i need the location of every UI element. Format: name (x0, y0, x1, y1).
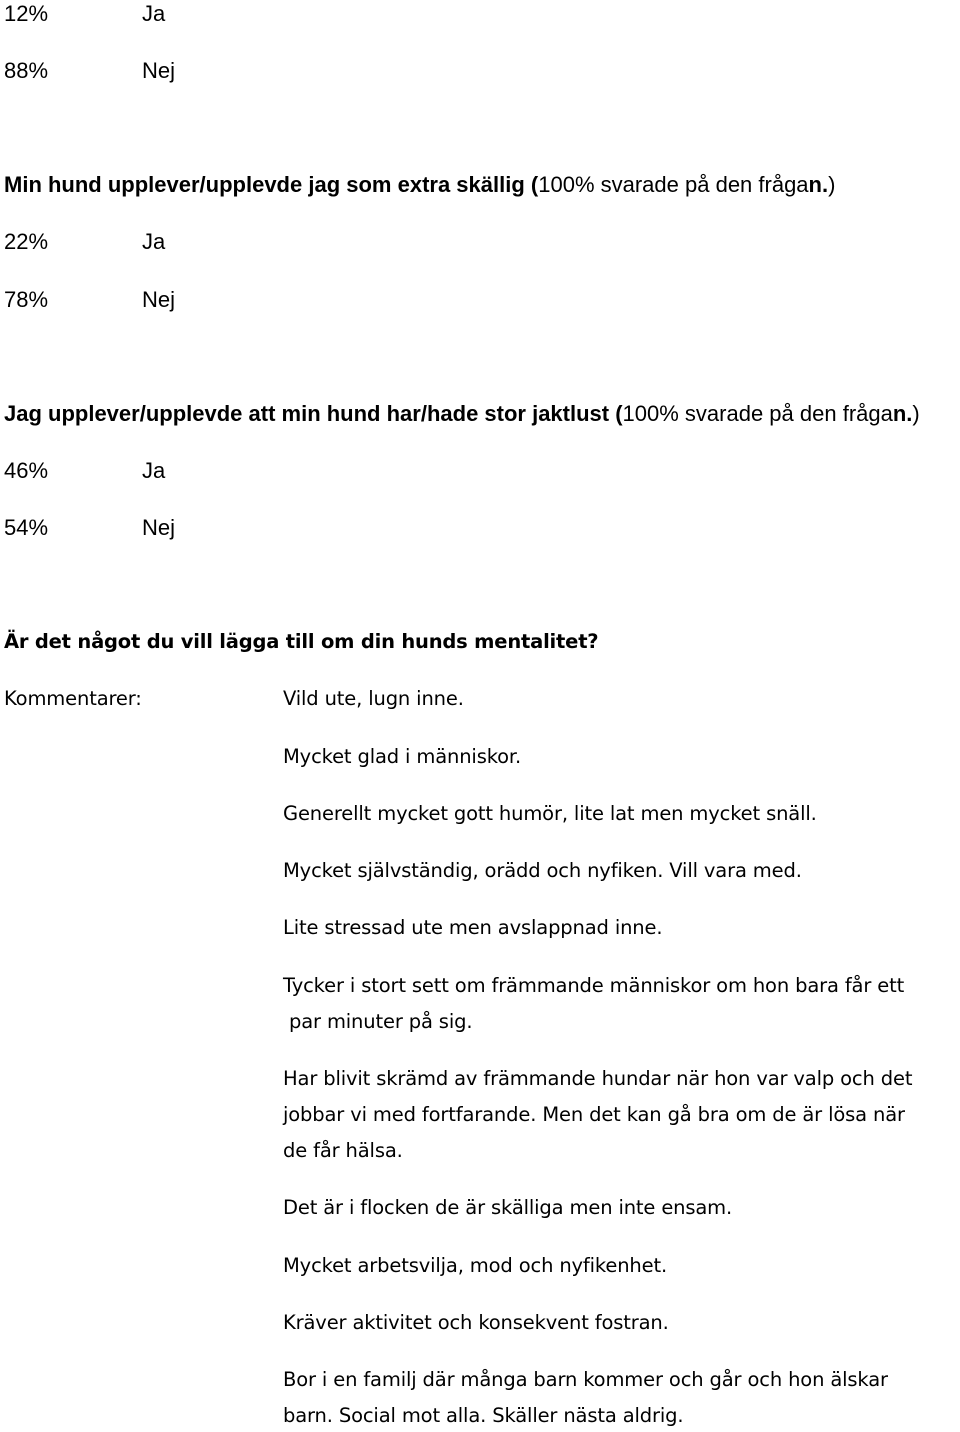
question-heading-tail: ) (912, 401, 920, 426)
answer-label: Ja (142, 1, 166, 26)
answer-percent: 46% (4, 458, 49, 483)
answer-label: Ja (142, 229, 166, 254)
question-heading-normal: 100% svarade på den fråga (622, 401, 893, 426)
answer-percent: 78% (4, 287, 49, 312)
answer-label: Nej (142, 515, 176, 540)
comment-line: Kräver aktivitet och konsekvent fostran. (283, 1311, 669, 1334)
question-heading (4, 174, 835, 196)
comment-line: Generellt mycket gott humör, lite lat men mycket snäll. (283, 802, 817, 825)
question-heading-bold: Min hund upplever/upplevde jag som extra skällig ( (4, 172, 539, 197)
comment-line: Bor i en familj där många barn kommer och går och hon älskar (283, 1368, 888, 1391)
answer-percent: 54% (4, 515, 49, 540)
answer-percent: 88% (4, 58, 49, 83)
question-heading-bold-end: n. (808, 172, 829, 197)
question-heading-bold: Jag upplever/upplevde att min hund har/hade stor jaktlust ( (4, 401, 623, 426)
comment-line: Vild ute, lugn inne. (283, 687, 464, 710)
answer-label: Nej (142, 58, 176, 83)
question-heading: Är det något du vill lägga till om din hunds mentalitet? (4, 630, 599, 653)
question-heading-bold-end: n. (892, 401, 913, 426)
comment-line: jobbar vi med fortfarande. Men det kan gå bra om de är lösa när (283, 1103, 905, 1126)
comment-line: barn. Social mot alla. Skäller nästa aldrig. (283, 1404, 684, 1427)
answer-label: Ja (142, 458, 166, 483)
comment-line: de får hälsa. (283, 1139, 403, 1162)
comment-line: Har blivit skrämd av främmande hundar när hon var valp och det (283, 1067, 913, 1090)
comment-line: Mycket arbetsvilja, mod och nyfikenhet. (283, 1254, 668, 1277)
comment-line: Tycker i stort sett om främmande människor om hon bara får ett (283, 974, 905, 997)
question-heading (4, 403, 920, 425)
question-heading-normal: 100% svarade på den fråga (538, 172, 809, 197)
comment-line: Mycket självständig, orädd och nyfiken. Vill vara med. (283, 859, 802, 882)
comment-line: Lite stressad ute men avslappnad inne. (283, 916, 663, 939)
comment-line: Det är i flocken de är skälliga men inte ensam. (283, 1196, 733, 1219)
answer-percent: 22% (4, 229, 49, 254)
answer-percent: 12% (4, 1, 49, 26)
comment-line: par minuter på sig. (289, 1010, 473, 1033)
question-heading-tail: ) (828, 172, 836, 197)
comments-label: Kommentarer: (4, 687, 142, 710)
comment-line: Mycket glad i människor. (283, 745, 522, 768)
answer-label: Nej (142, 287, 176, 312)
